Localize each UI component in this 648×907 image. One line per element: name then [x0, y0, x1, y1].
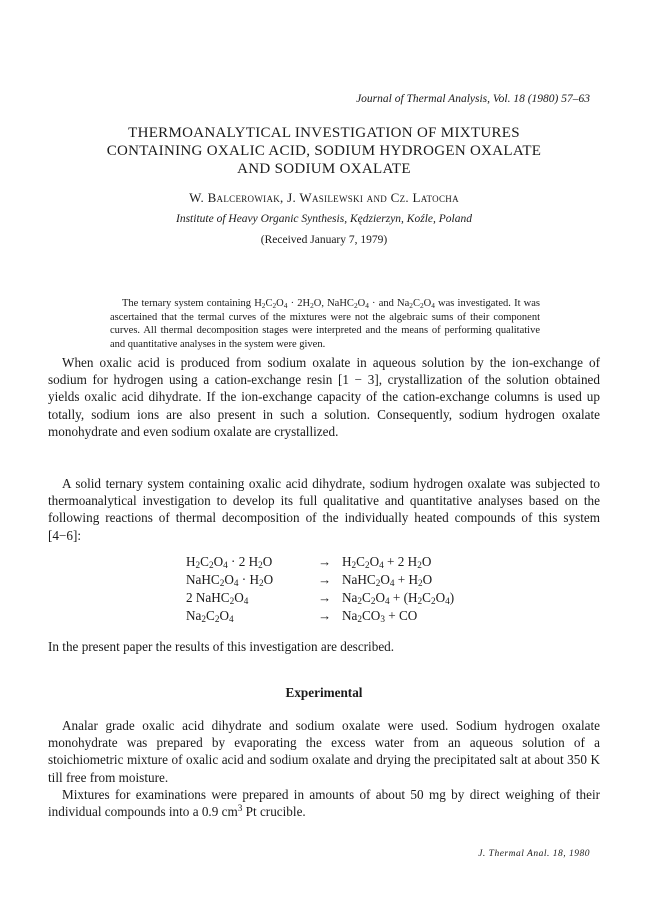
formula-text: O	[375, 590, 385, 605]
body-text: Pt crucible.	[242, 804, 306, 820]
formula-text: Na	[186, 608, 202, 623]
formula-text: O	[213, 554, 224, 569]
subscript: 2	[201, 614, 207, 624]
reaction-arrow: →	[318, 608, 332, 623]
formula-text: + (H	[389, 590, 418, 605]
formula-text: O	[421, 554, 432, 569]
formula-text: + H	[394, 572, 419, 587]
subscript: 2	[214, 614, 220, 624]
formula-text: O	[234, 590, 244, 605]
subscript: 4	[283, 301, 288, 310]
abstract-text: C	[265, 298, 273, 309]
equation-rhs	[342, 553, 431, 571]
subscript: 4	[223, 560, 228, 570]
subscript: 2	[229, 596, 235, 606]
subscript: 2	[357, 596, 363, 606]
subscript: 2	[208, 560, 214, 570]
page-footer: J. Thermal Anal. 18, 1980	[478, 849, 590, 859]
subscript: 4	[379, 560, 384, 570]
formula-text: Na	[342, 590, 358, 605]
body-paragraph-5	[48, 786, 600, 820]
abstract-text: · 2H	[287, 298, 311, 309]
abstract-text: O, NaHC	[313, 298, 354, 309]
formula-text: + CO	[384, 608, 418, 623]
subscript: 2	[219, 578, 225, 588]
subscript: 3	[380, 614, 385, 624]
subscript: 2	[370, 596, 376, 606]
subscript: 2	[364, 560, 370, 570]
equation-lhs	[186, 571, 273, 589]
formula-text: O	[219, 608, 229, 623]
subscript: 2	[357, 614, 363, 624]
subscript: 2	[409, 301, 413, 310]
abstract-text: C	[412, 298, 420, 309]
formula-text: · 2 H	[227, 554, 259, 569]
subscript: 4	[243, 596, 249, 606]
title-line-3: AND SODIUM OXALATE	[237, 161, 411, 177]
subscript: 2	[419, 301, 424, 310]
formula-text: H	[342, 554, 352, 569]
subscript: 4	[431, 301, 435, 310]
formula-text: C	[422, 590, 431, 605]
subscript: 2	[272, 301, 277, 310]
subscript: 2	[259, 578, 264, 588]
subscript: 2	[258, 560, 263, 570]
abstract-text: O	[423, 298, 432, 309]
equation-lhs	[186, 607, 234, 625]
equation-lhs	[186, 553, 272, 571]
subscript: 4	[389, 578, 395, 588]
formula-text: + 2 H	[383, 554, 418, 569]
formula-text: C	[200, 554, 209, 569]
subscript: 2	[310, 301, 314, 310]
body-paragraph-3: In the present paper the results of this investigation are described.	[48, 639, 395, 654]
abstract-text: · and Na	[368, 298, 410, 309]
formula-text: O	[262, 554, 273, 569]
affiliation: Institute of Heavy Organic Synthesis, Kędzierzyn, Koźle, Poland	[176, 213, 472, 225]
formula-text: C	[362, 590, 371, 605]
paper-title	[60, 124, 588, 178]
reaction-arrow: →	[318, 590, 332, 605]
formula-text: C	[206, 608, 215, 623]
subscript: 2	[418, 578, 423, 588]
formula-text: O	[224, 572, 234, 587]
section-heading-experimental: Experimental	[285, 685, 363, 700]
abstract-text: The ternary system containing H	[122, 298, 262, 309]
formula-text: O	[369, 554, 380, 569]
body-paragraph-2: A solid ternary system containing oxalic acid dihydrate, sodium hydrogen oxalate was subjected to thermoanalytical investigation to develop its full qualitative and quantitative analyses based on the following reactions of thermal decomposition of the individually heated compounds of this system [4−6]:	[48, 476, 600, 543]
subscript: 2	[351, 560, 357, 570]
superscript: 3	[237, 803, 243, 814]
equation-rhs	[342, 571, 432, 589]
subscript: 4	[445, 596, 450, 606]
subscript: 4	[228, 614, 234, 624]
authors: W. Balcerowiak, J. Wasilewski and Cz. Latocha	[189, 190, 459, 205]
body-paragraph-1: When oxalic acid is produced from sodium oxalate in aqueous solution by the ion-exchange of sodium for hydrogen using a cation-exchange resin [1 − 3], crystallization of the solution obtained yields oxalic acid dihydrate. If the ion-exchange capacity of the cation-exchange columns is used up totally, sodium ions are also present in such a solution. Consequently, sodium hydrogen oxalate monohydrate and even sodium oxalate are crystallized.	[48, 355, 600, 439]
formula-text: O	[263, 572, 274, 587]
subscript: 4	[384, 596, 390, 606]
formula-text: H	[186, 554, 196, 569]
formula-text: · H	[238, 572, 259, 587]
subscript: 2	[195, 560, 201, 570]
formula-text: 2 NaHC	[186, 590, 230, 605]
reaction-arrow: →	[318, 572, 332, 587]
abstract	[110, 297, 540, 351]
subscript: 2	[430, 596, 436, 606]
body-paragraph-4: Analar grade oxalic acid dihydrate and sodium oxalate were used. Sodium hydrogen oxalate monohydrate was prepared by evaporating the excess water from an aqueous solution of a stoichiometric mixture of oxalic acid and sodium oxalate and drying the precipitated salt at about 350 K till free from moisture.	[48, 718, 600, 785]
formula-text: O	[422, 572, 433, 587]
equation-rhs	[342, 607, 417, 625]
subscript: 2	[417, 560, 422, 570]
received-date: (Received January 7, 1979)	[260, 234, 388, 246]
journal-citation: Journal of Thermal Analysis, Vol. 18 (1980) 57–63	[356, 93, 590, 105]
title-line-1: THERMOANALYTICAL INVESTIGATION OF MIXTURES	[128, 125, 520, 141]
formula-text: )	[449, 590, 455, 605]
subscript: 4	[233, 578, 239, 588]
formula-text: C	[356, 554, 365, 569]
subscript: 2	[353, 301, 358, 310]
subscript: 4	[365, 301, 369, 310]
abstract-text: O	[276, 298, 284, 309]
formula-text: O	[435, 590, 446, 605]
abstract-text: was investigated. It was ascertained that the termal curves of the mixtures were not the algebraic sums of their component curves. All thermal decomposition stages were interpreted and the means of performing qualitative and quantitative analyses in the system were given.	[110, 298, 540, 350]
formula-text: Na	[342, 608, 358, 623]
equation-rhs	[342, 589, 454, 607]
subscript: 2	[417, 596, 423, 606]
formula-text: O	[380, 572, 390, 587]
equation-lhs	[186, 589, 248, 607]
formula-text: CO	[362, 608, 381, 623]
subscript: 2	[375, 578, 381, 588]
formula-text: NaHC	[186, 572, 220, 587]
formula-text: NaHC	[342, 572, 376, 587]
abstract-text: O	[357, 298, 366, 309]
body-text: Mixtures for examinations were prepared in amounts of about 50 mg by direct weighing of their individual compounds into a 0.9 cm	[48, 787, 600, 820]
reaction-arrow: →	[318, 554, 332, 569]
title-line-2: CONTAINING OXALIC ACID, SODIUM HYDROGEN OXALATE	[106, 143, 542, 159]
subscript: 2	[261, 301, 266, 310]
